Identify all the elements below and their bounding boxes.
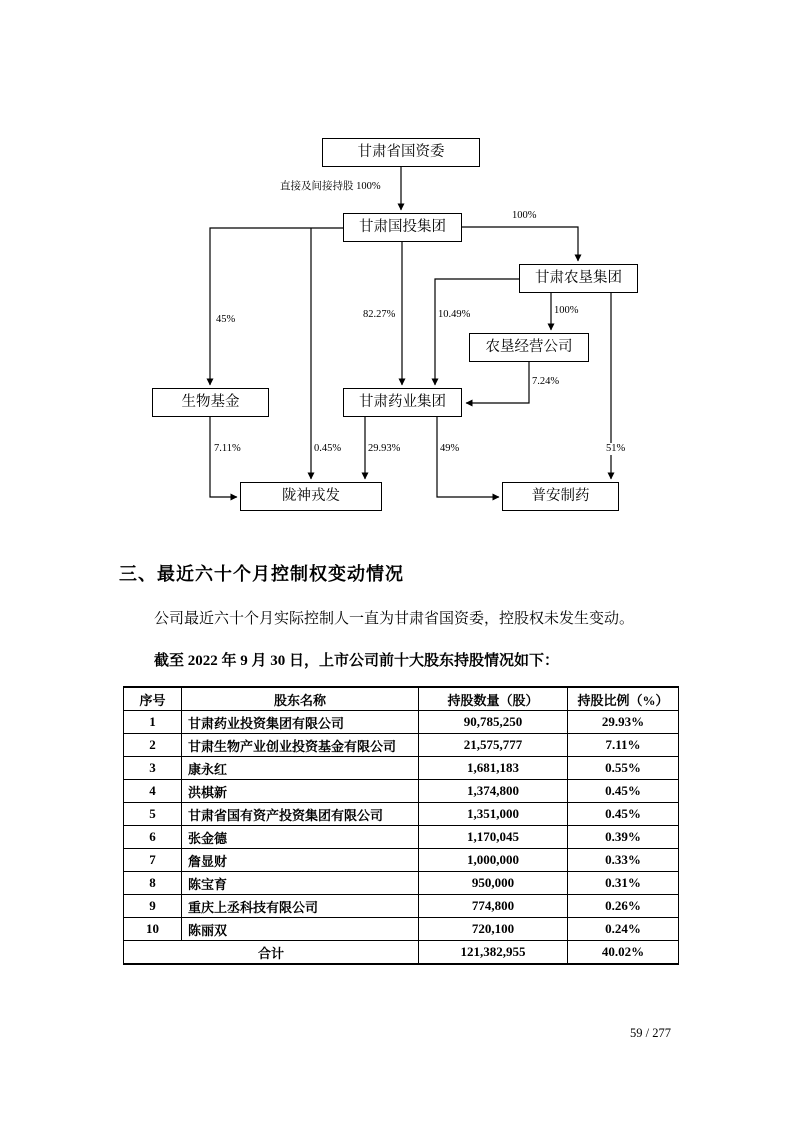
table-row <box>124 895 679 918</box>
cell-name: 陈宝育 <box>182 872 419 895</box>
table-row <box>124 734 679 757</box>
edge-guotou-shengwu <box>210 228 343 385</box>
cell-pct: 0.31% <box>568 872 679 895</box>
cell-name: 甘肃药业投资集团有限公司 <box>182 711 419 734</box>
node-sasac: 甘肃省国资委 <box>322 138 480 167</box>
node-yaoye: 甘肃药业集团 <box>343 388 462 417</box>
col-header-shares: 持股数量（股） <box>419 687 568 711</box>
node-shengwu: 生物基金 <box>152 388 269 417</box>
cell-pct: 29.93% <box>568 711 679 734</box>
table-row <box>124 780 679 803</box>
table-row <box>124 757 679 780</box>
cell-name: 甘肃生物产业创业投资基金有限公司 <box>182 734 419 757</box>
node-nongken: 甘肃农垦集团 <box>519 264 638 293</box>
edge-label-guotou-nongken: 100% <box>512 210 537 221</box>
table-intro: 截至 2022 年 9 月 30 日，上市公司前十大股东持股情况如下： <box>154 653 560 669</box>
edge-label-sasac-guotou: 直接及间接持股 100% <box>280 181 381 192</box>
cell-pct: 0.45% <box>568 803 679 826</box>
shareholders-table <box>123 686 679 965</box>
cell-name: 陈丽双 <box>182 918 419 941</box>
edge-label-nongken-puan: 51% <box>606 443 626 454</box>
page-number: 59 / 277 <box>630 1026 671 1040</box>
cell-name: 詹显财 <box>182 849 419 872</box>
cell-pct: 0.39% <box>568 826 679 849</box>
section-paragraph: 公司最近六十个月实际控制人一直为甘肃省国资委，控股权未发生变动。 <box>154 611 635 627</box>
cell-pct: 0.55% <box>568 757 679 780</box>
cell-total-pct: 40.02% <box>568 941 679 965</box>
cell-shares: 1,000,000 <box>419 849 568 872</box>
cell-pct: 0.24% <box>568 918 679 941</box>
cell-seq: 3 <box>124 757 182 780</box>
table-row <box>124 803 679 826</box>
table-row <box>124 711 679 734</box>
cell-seq: 1 <box>124 711 182 734</box>
table-row <box>124 872 679 895</box>
cell-seq: 6 <box>124 826 182 849</box>
cell-total-label: 合计 <box>124 941 419 965</box>
cell-shares: 1,170,045 <box>419 826 568 849</box>
node-nkjy: 农垦经营公司 <box>469 333 589 362</box>
edge-label-shengwu-longshen: 7.11% <box>214 443 241 454</box>
cell-shares: 774,800 <box>419 895 568 918</box>
edge-label-yaoye-puan: 49% <box>440 443 460 454</box>
edge-label-guotou-shengwu: 45% <box>216 314 236 325</box>
col-header-pct: 持股比例（%） <box>568 687 679 711</box>
cell-pct: 0.33% <box>568 849 679 872</box>
edge-yaoye-puan <box>437 417 499 497</box>
cell-pct: 0.45% <box>568 780 679 803</box>
ownership-diagram-edges <box>0 0 793 560</box>
cell-seq: 7 <box>124 849 182 872</box>
cell-name: 康永红 <box>182 757 419 780</box>
edge-label-guotou-yaoye: 82.27% <box>363 309 396 320</box>
table-row <box>124 849 679 872</box>
edge-shengwu-longshen <box>210 417 237 497</box>
cell-total-shares: 121,382,955 <box>419 941 568 965</box>
edge-label-nkjy-yaoye: 7.24% <box>532 376 560 387</box>
col-header-name: 股东名称 <box>182 687 419 711</box>
node-puan: 普安制药 <box>502 482 619 511</box>
edge-label-nongken-yaoye: 10.49% <box>438 309 471 320</box>
table-total-row <box>124 941 679 965</box>
cell-shares: 1,681,183 <box>419 757 568 780</box>
edge-nkjy-yaoye <box>466 362 529 403</box>
edge-nongken-yaoye <box>435 279 519 385</box>
cell-shares: 90,785,250 <box>419 711 568 734</box>
node-longshen: 陇神戎发 <box>240 482 382 511</box>
cell-name: 甘肃省国有资产投资集团有限公司 <box>182 803 419 826</box>
edge-guotou-nongken <box>462 227 578 261</box>
cell-shares: 1,351,000 <box>419 803 568 826</box>
cell-shares: 720,100 <box>419 918 568 941</box>
edge-label-guotou-longshen: 0.45% <box>314 443 342 454</box>
col-header-seq: 序号 <box>124 687 182 711</box>
cell-shares: 21,575,777 <box>419 734 568 757</box>
cell-seq: 9 <box>124 895 182 918</box>
section-heading: 三、最近六十个月控制权变动情况 <box>119 564 404 584</box>
cell-seq: 2 <box>124 734 182 757</box>
table-row <box>124 918 679 941</box>
table-row <box>124 826 679 849</box>
node-guotou: 甘肃国投集团 <box>343 213 462 242</box>
edge-label-yaoye-longshen: 29.93% <box>368 443 401 454</box>
cell-seq: 5 <box>124 803 182 826</box>
cell-pct: 7.11% <box>568 734 679 757</box>
cell-name: 洪棋新 <box>182 780 419 803</box>
cell-seq: 8 <box>124 872 182 895</box>
cell-shares: 1,374,800 <box>419 780 568 803</box>
cell-seq: 10 <box>124 918 182 941</box>
cell-pct: 0.26% <box>568 895 679 918</box>
table-header-row <box>124 687 679 711</box>
cell-name: 重庆上丞科技有限公司 <box>182 895 419 918</box>
cell-seq: 4 <box>124 780 182 803</box>
edge-label-nongken-nkjy: 100% <box>554 305 579 316</box>
cell-name: 张金德 <box>182 826 419 849</box>
cell-shares: 950,000 <box>419 872 568 895</box>
